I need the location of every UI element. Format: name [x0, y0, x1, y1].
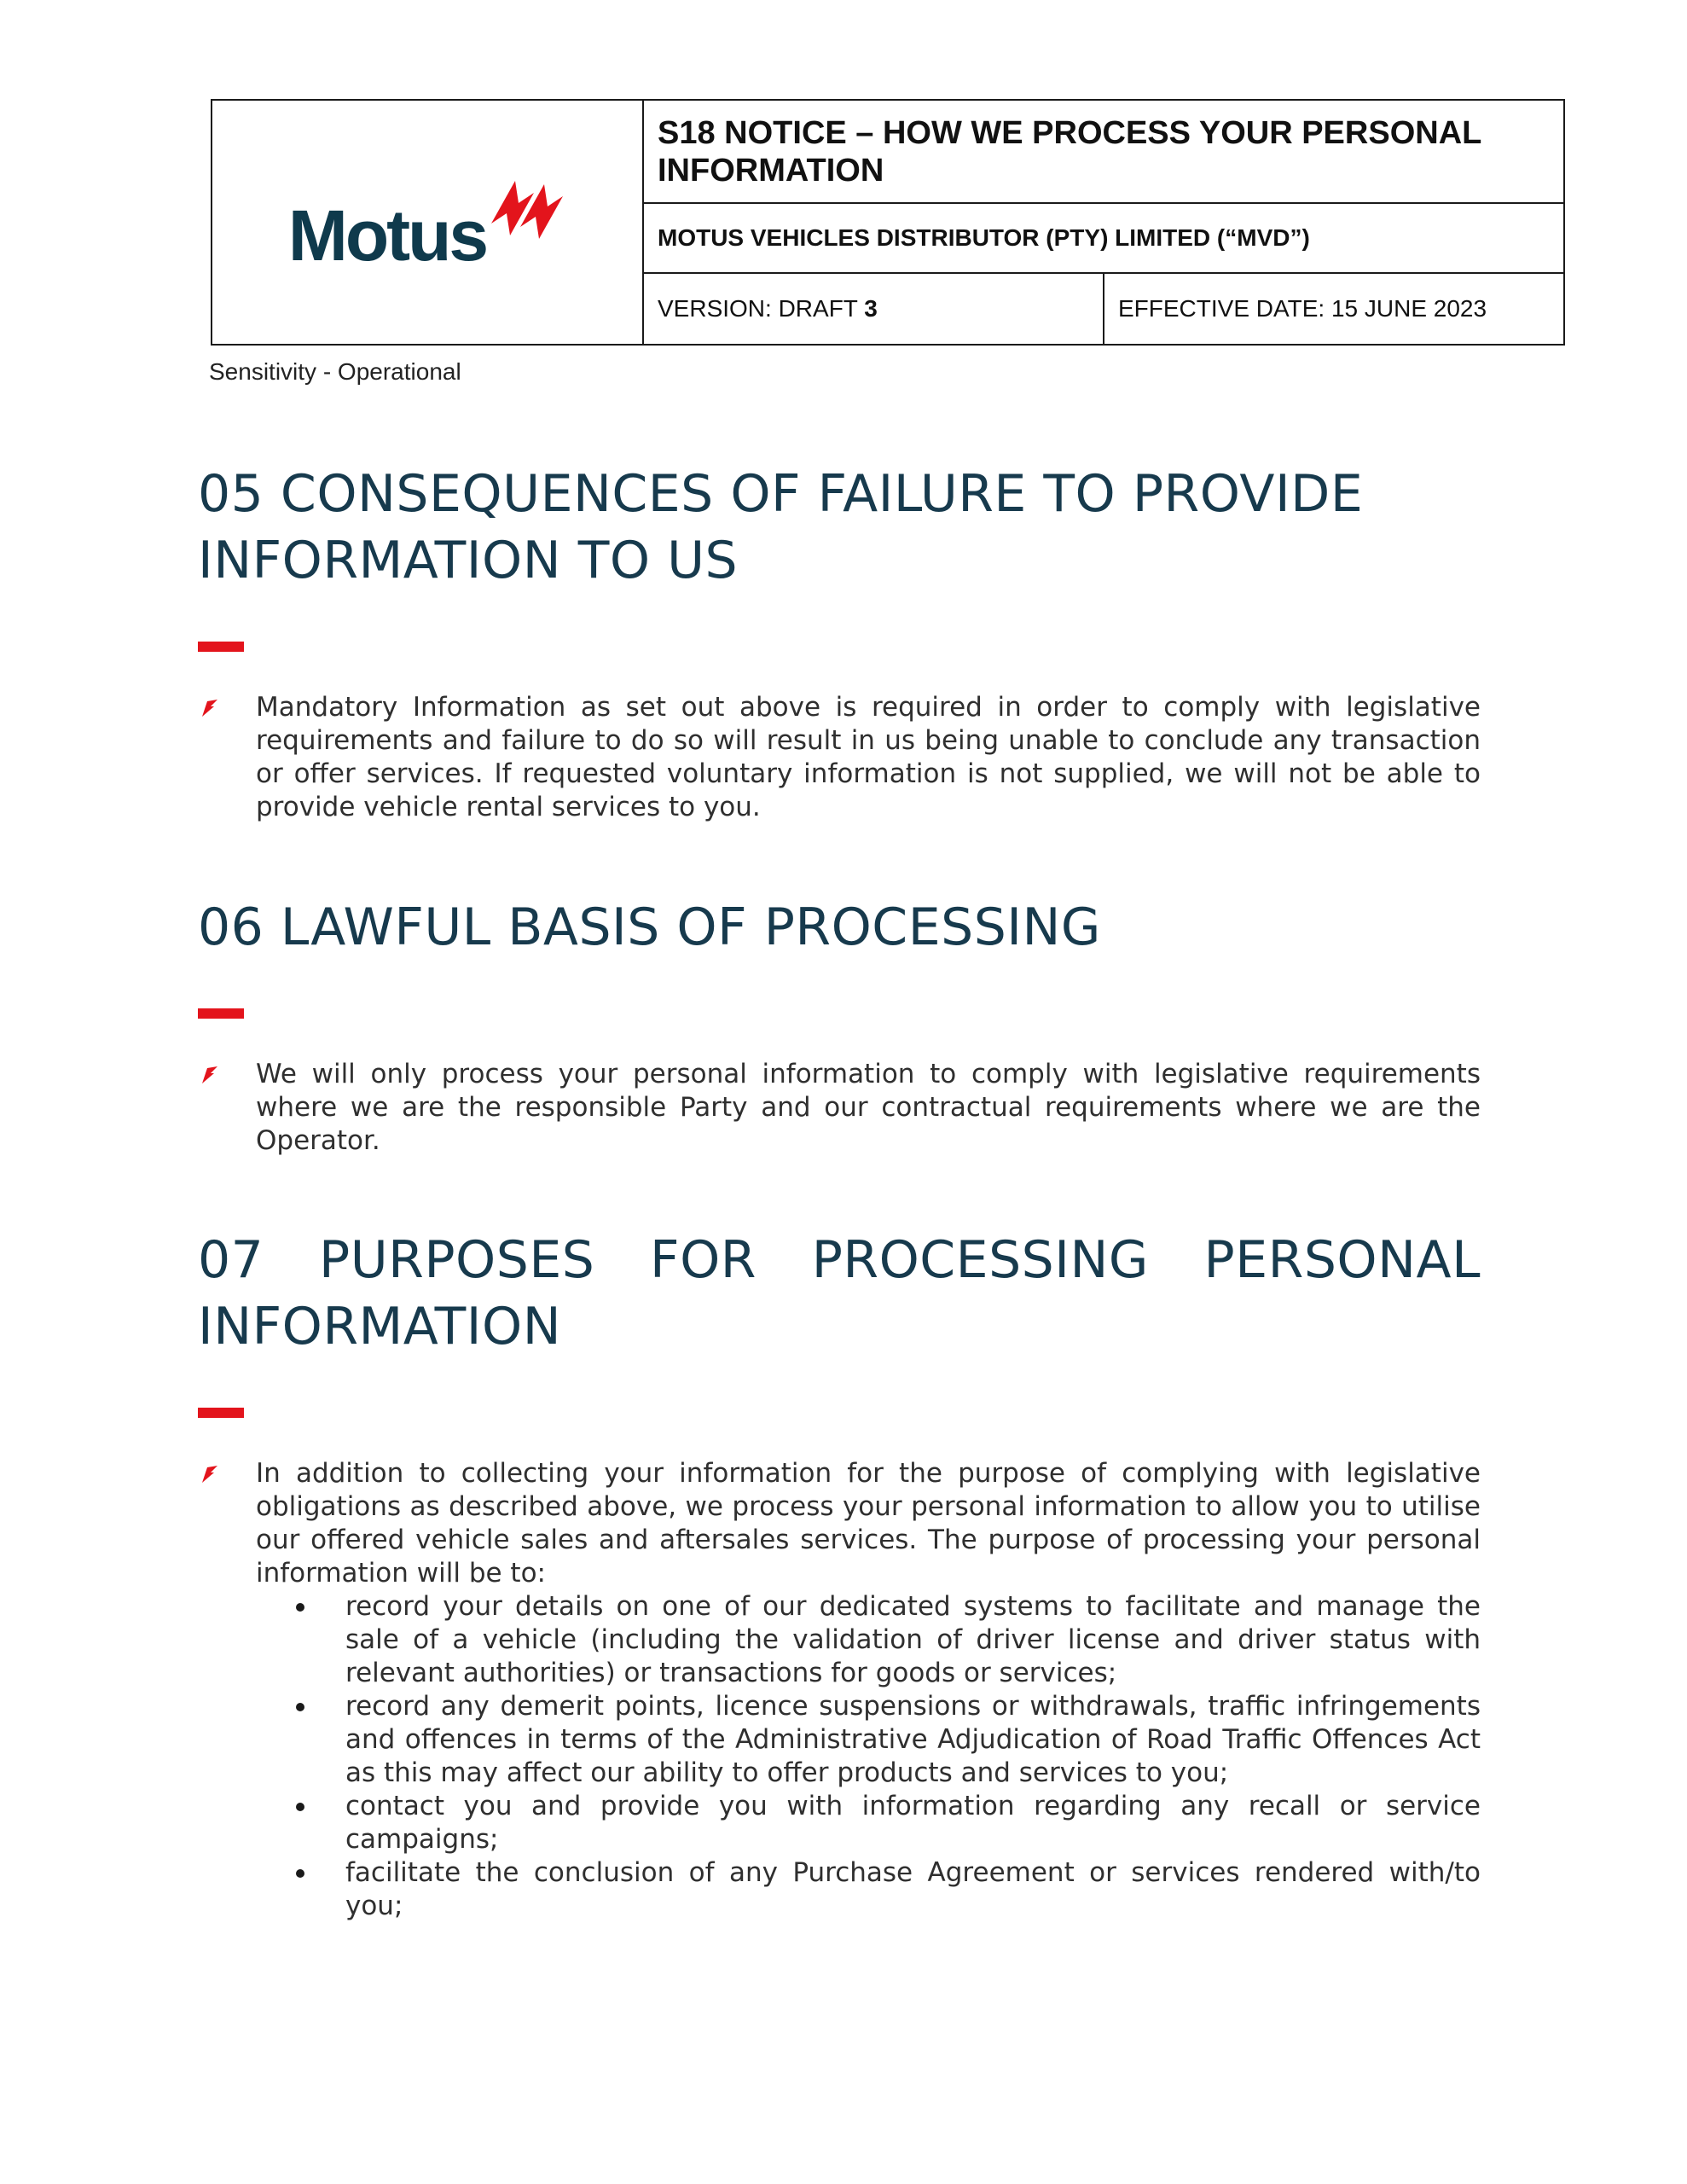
sensitivity-label: Sensitivity - Operational	[209, 358, 461, 385]
paragraph-text: Mandatory Information as set out above is required in order to comply with legislative requirements and failure to do so will result in us being unable to conclude any transaction or offer services. If requested voluntary information is not supplied, we will not be able to provide vehicle rental services to you.	[256, 692, 1481, 822]
paragraph-text: In addition to collecting your information for the purpose of complying with legislative obligations as described above, we process your personal information to allow you to utilise our offered vehicle sales and aftersales services. The purpose of processing your personal information will be to:	[256, 1458, 1481, 1589]
list-item: record any demerit points, licence suspensions or withdrawals, traffic infringements and offences in terms of the Administrative Adjudication of Road Traffic Offences Act as this may affect our ability to offer products and services to you;	[345, 1691, 1481, 1788]
section-paragraph	[198, 1058, 1481, 1158]
motus-logo	[287, 174, 566, 276]
document-title: S18 NOTICE – HOW WE PROCESS YOUR PERSONAL INFORMATION	[643, 100, 1564, 203]
logo-lightning-icon	[481, 174, 566, 259]
section-06	[198, 894, 1481, 1158]
section-05	[198, 461, 1481, 824]
red-arrow-bullet-icon	[200, 1065, 220, 1085]
section-divider	[198, 642, 244, 652]
list-item: record your details on one of our dedicated systems to facilitate and manage the sale of a vehicle (including the validation of driver license and driver status with relevant authorities) or transactions for goods or services;	[345, 1591, 1481, 1688]
section-divider	[198, 1408, 244, 1418]
company-name: MOTUS VEHICLES DISTRIBUTOR (PTY) LIMITED (“MVD”)	[643, 203, 1564, 273]
list-item: facilitate the conclusion of any Purchase Agreement or services rendered with/to you;	[345, 1857, 1481, 1921]
section-heading: 06 LAWFUL BASIS OF PROCESSING	[198, 897, 1101, 957]
red-arrow-bullet-icon	[200, 698, 220, 718]
section-divider	[198, 1008, 244, 1019]
section-heading: 05 CONSEQUENCES OF FAILURE TO PROVIDE INFORMATION TO US	[198, 464, 1364, 590]
version-label: VERSION: DRAFT	[658, 295, 858, 322]
section-heading: 07 PURPOSES FOR PROCESSING PERSONAL INFORMATION	[198, 1230, 1481, 1356]
logo-cell	[212, 100, 643, 345]
section-paragraph	[198, 691, 1481, 824]
section-07	[198, 1227, 1481, 1923]
logo-wordmark: Motus	[287, 195, 487, 276]
section-paragraph	[198, 1457, 1481, 1923]
paragraph-text: We will only process your personal information to comply with legislative requirements where we are the responsible Party and our contractual requirements where we are the Operator.	[256, 1059, 1481, 1156]
list-item: contact you and provide you with information regarding any recall or service campaigns;	[345, 1791, 1481, 1855]
effective-date: EFFECTIVE DATE: 15 JUNE 2023	[1104, 273, 1564, 345]
purpose-list	[256, 1590, 1481, 1923]
version-cell	[643, 273, 1104, 345]
version-number: 3	[864, 295, 878, 322]
document-header-table	[211, 99, 1565, 346]
red-arrow-bullet-icon	[200, 1464, 220, 1484]
